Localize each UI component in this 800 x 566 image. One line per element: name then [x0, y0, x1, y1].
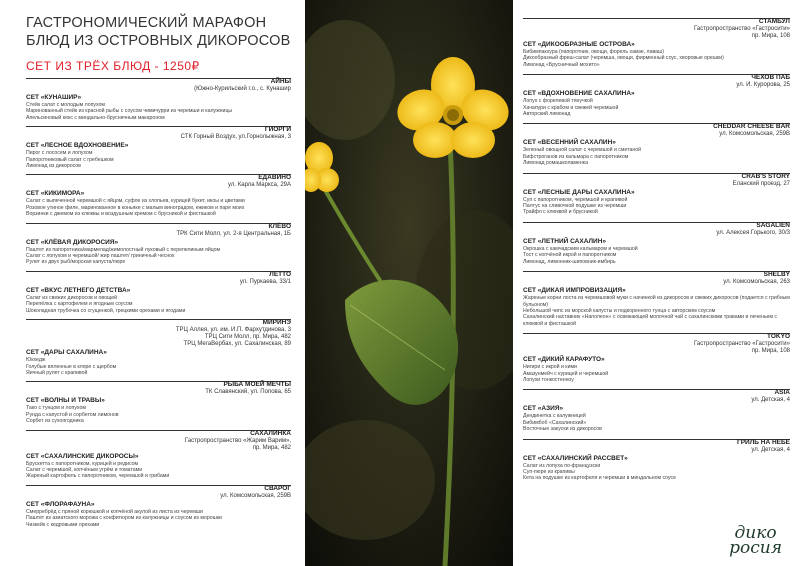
venue-address: ул. Комсомольская, 259В	[220, 492, 291, 499]
dish-item: Перепёлка с картофелем и ягодным соусом	[26, 301, 133, 308]
dish-item: Лимонад, лимонник-шиповник-имбирь	[523, 258, 616, 265]
dish-item: Салат из свежих дикоросов и овощей	[26, 294, 117, 301]
dish-item: Салат с черемшой, копчёным угрём и томатами	[26, 466, 143, 473]
set-name: СЕТ «ВКУС ЛЕТНЕГО ДЕТСТВА»	[26, 286, 131, 294]
set-name: СЕТ «ВДОХНОВЕНИЕ САХАЛИНА»	[523, 90, 635, 98]
venue-block	[26, 319, 291, 376]
venue-block	[26, 381, 291, 424]
venue-name: СВАРОГ	[264, 484, 291, 492]
dish-item: Юкхедж	[26, 357, 46, 364]
dish-item: Бибимбоб «Сахалинский»	[523, 419, 587, 426]
dish-item: Бибимпакхура (папоротник, овощи, форель хамзе, лаваш)	[523, 49, 664, 55]
set-name: СЕТ «ДАРЫ САХАЛИНА»	[26, 349, 107, 357]
dish-item: Восточные закуски из дикоросов	[523, 426, 602, 433]
dish-item: Пирог с лососем и лопухом	[26, 150, 93, 157]
venue-address: Гастропространство «Гастросити»	[694, 341, 790, 348]
dish-item: Салат с лопухом и черемшой/ жир паштет/ гриничный чеснок	[26, 253, 175, 260]
venue-name: CRAB'S STORY	[741, 172, 790, 180]
dish-item: Ворзинки с джемом из клюквы и воздушным кремом с брусникой и фисташкой	[26, 211, 216, 218]
venue-block	[26, 271, 291, 314]
dish-item: Суп с папоротником, черемшой и крапивой	[523, 196, 628, 203]
dish-item: Суп-пюре из крапивы	[523, 468, 575, 475]
set-name: СЕТ «САХАЛИНСКИЙ РАССВЕТ»	[523, 454, 628, 462]
dish-item: Амазунмейч с курицей и черемшой	[523, 370, 609, 377]
dish-item: Яичный рулет с крапивой	[26, 369, 88, 376]
venue-block	[26, 223, 291, 266]
dish-item: Смерребрёд с пряной корюшкой и копчёной акулой из листа из черемши	[26, 508, 203, 515]
venue-address: ул. Комсомольская, 259В	[719, 131, 790, 138]
dish-item: Рулет из двух рыб/морская капуста/пюре	[26, 259, 126, 266]
venue-address: ул. Детская, 4	[751, 446, 790, 453]
venue-address: пр. Мира, 482	[252, 444, 291, 451]
dish-item: Лопухи тонкостенноу	[523, 376, 574, 383]
venue-address: ул. Детская, 4	[751, 397, 790, 404]
venue-address: ул. Пуркаева, 33/1	[239, 278, 291, 285]
venue-block	[26, 78, 291, 121]
dish-item: Хачапури с крабом и свежей черемшой	[523, 104, 619, 111]
dish-item: Тако с тунцом и лопухом	[26, 405, 86, 412]
dish-item: Паштет из азиатского морожа с конфитюром из калужницы и соусом из морошки	[26, 515, 222, 522]
logo-line-1: дико	[734, 523, 777, 543]
dish-item: Небольшой чипс из морской капусты и подкоренного тунца с авторским соусом	[523, 307, 716, 314]
venue-block	[523, 439, 790, 482]
venue-name: ASIA	[774, 389, 790, 397]
venue-address: Гастропространство «Гастросити»	[694, 26, 790, 32]
venue-name: SAGALIEN	[756, 221, 790, 229]
venue-address: ТРЦ Сити Молл, пр. Мира, 482	[204, 334, 291, 341]
dish-item: Шоколадная трубочка со сгущенкой, грецкими орехами и ягодами	[26, 307, 186, 314]
dish-item: Дендинетка с калужницей	[523, 413, 586, 420]
set-name: СЕТ «КУНАШИР»	[26, 94, 82, 101]
venue-name: TOKYO	[767, 333, 790, 341]
dish-item: Жареный картофель с папоротником, черемшой и грибами	[26, 473, 170, 480]
dish-item: Розовое утиное филе, маринованное в коньяке с малым виноградом, ежиком и паре моих	[26, 204, 245, 211]
dish-item: Нигири с икрой и кими	[523, 364, 577, 371]
price-label: СЕТ ИЗ ТРЁХ БЛЮД - 1250₽	[26, 59, 200, 73]
dish-item: Окрошка с камчадским кальмаром и черемшой	[523, 245, 638, 252]
venue-address: пр. Мира, 108	[751, 33, 790, 39]
dikorosiya-logo	[729, 523, 782, 558]
set-name: СЕТ «ДИКООБРАЗНЫЕ ОСТРОВА»	[523, 41, 635, 48]
venue-block	[523, 389, 790, 432]
venue-name: АЙНЫ	[270, 78, 291, 85]
venue-block	[26, 174, 291, 217]
marsh-marigold-image	[305, 0, 513, 566]
set-name: СЕТ «ЛЕСНЫЕ ДАРЫ САХАЛИНА»	[523, 188, 635, 196]
venue-block	[26, 430, 291, 480]
venue-address: (Южно-Курильский г.о., с. Кунашир	[194, 86, 291, 92]
page-title	[26, 14, 291, 50]
venue-block	[523, 271, 790, 327]
venue-block	[26, 485, 291, 528]
venue-address: СТК Горный Воздух, ул.Горнолыжная, 3	[180, 134, 291, 141]
set-name: СЕТ «ЛЕСНОЕ ВДОХНОВЕНИЕ»	[26, 142, 129, 150]
venue-address: ул. Алексея Горького, 30/3	[716, 229, 790, 236]
dish-item: Сахалинский наставник «Наполеон» с освежающей молочной чай с сахалинскими травами и печеньем с клюквой и фисташкой	[523, 314, 778, 327]
venue-name: РЫБА МОЕЙ МЕЧТЫ	[223, 381, 291, 389]
dish-item: Брускетта с папоротником, курицей и редисом	[26, 460, 139, 467]
set-name: СЕТ «КИКИМОРА»	[26, 190, 85, 198]
logo-line-2: росия	[729, 538, 782, 558]
venue-name: САХАЛИНКА	[250, 429, 291, 437]
set-name: СЕТ «ЛЕТНИЙ САХАЛИН»	[523, 237, 607, 245]
venue-address: ул. Карла Маркса, 29А	[228, 182, 291, 189]
dish-item: Сорбет из сухоягодника	[26, 418, 84, 425]
dish-item: Трайфл с клюквой и брусникой	[523, 209, 598, 216]
set-name: СЕТ «АЗИЯ»	[523, 405, 564, 413]
venue-block	[523, 74, 790, 117]
dish-item: Лопух с форелевой тянучкой	[523, 98, 593, 105]
dish-item: Тост с копчёной икрой и папоротником	[523, 252, 617, 259]
dish-item: Стейк салат с молодым лопухом	[26, 102, 106, 108]
set-name: СЕТ «ВОЛНЫ И ТРАВЫ»	[26, 397, 105, 405]
venue-name: СТАМБУЛ	[758, 18, 790, 25]
venue-name: МИРИНЭ	[262, 319, 291, 327]
title-line-2: БЛЮД ИЗ ОСТРОВНЫХ ДИКОРОСОВ	[26, 33, 291, 49]
dish-item: Чизкейк с кедровыми орехами	[26, 521, 100, 528]
dish-item: Лимонад ромашколаменка	[523, 160, 588, 167]
set-name: СЕТ «ДИКАЯ ИМПРОВИЗАЦИЯ»	[523, 287, 626, 295]
venue-name: КЛЁВО	[268, 222, 291, 230]
venue-name: CHEDDAR CHEESE BAR	[713, 123, 790, 131]
dish-item: Салат из лопуха по-французски	[523, 462, 601, 469]
set-name: СЕТ «ФЛОРАФАУНА»	[26, 500, 95, 508]
dish-item: Папоротниковый салат с гребешком	[26, 156, 114, 163]
venue-address: Гастропространство «Жарим Варим»,	[184, 437, 291, 444]
dish-item: Лимонад «Брусничный мохито»	[523, 61, 600, 68]
left-venue-list	[26, 78, 291, 528]
set-name: СЕТ «КЛЁВАЯ ДИКОРОСИЯ»	[26, 238, 119, 246]
venue-address: ул. И. Куророва, 25	[736, 82, 790, 89]
venue-block	[26, 126, 291, 169]
venue-address: ТРЦ МегаВербах, ул. Сахалинская, 89	[183, 341, 291, 348]
dish-item: Бифстроганов из кальмара с папоротником	[523, 153, 629, 160]
dish-item: Кета на подушке из картофеля и черемши в миндальном соусе	[523, 475, 676, 482]
venue-name: ГРИЛЬ НА НЕБЕ	[737, 438, 790, 446]
venue-name: SHELBY	[763, 271, 790, 279]
venue-block	[523, 333, 790, 383]
dish-item: Дикообразный фреш-салат (черемша, овощи, фирменный соус, хворовые орешки)	[523, 55, 724, 62]
title-line-1: ГАСТРОНОМИЧЕСКИЙ МАРАФОН	[26, 15, 267, 31]
venue-address: ТРК Сити Молл, ул. 2-я Центральная, 1Б	[176, 230, 291, 237]
dish-item: Маринованный стейк из красной рыбы с соусом чимичурри из черемши и калужницы	[26, 108, 233, 115]
dish-item: Жареные корни лоста из черемшовой муки с начинкой из дикоросов и свежих дикоросов (подается с грибным бульоном)	[523, 295, 790, 308]
set-name: СЕТ «САХАЛИНСКИЕ ДИКОРОСЫ»	[26, 452, 139, 460]
venue-block	[523, 123, 790, 166]
right-menu-panel	[513, 0, 800, 566]
dish-item: Рунда с капустой и сорбетом лимонов	[26, 411, 119, 418]
set-name: СЕТ «ВЕСЕННИЙ САХАЛИН»	[523, 139, 616, 147]
venue-address: ТК Славянский, ул. Попова, 65	[205, 389, 291, 396]
venue-name: ЛЕТТО	[269, 270, 291, 278]
venue-name: ЧЕХОВ ПАБ	[751, 74, 790, 82]
venue-name: ГИОРГИ	[264, 126, 291, 134]
dish-item: Паштет из папоротника/мармелад/жимолостный луковый с перепелиным яйцом	[26, 246, 221, 253]
venue-address: пр. Мира, 108	[751, 348, 790, 355]
flower-photo	[305, 0, 513, 566]
dish-item: Апельсиновый кекс с миндально-брусничным макароном	[26, 114, 165, 121]
dish-item: Голубые вяленные в кляре с щербом	[26, 363, 117, 370]
left-menu-panel	[0, 0, 305, 566]
dish-item: Салат с выпеченной черемшой с яйцом, суфле из хлопьев, курицей букет, икоы и цветами	[26, 198, 245, 205]
set-name: СЕТ «ДИКИЙ КАРАФУТО»	[523, 356, 605, 364]
dish-item: Авторский лимонад	[523, 111, 571, 118]
dish-item: Палтус на сливочной подушке из черемши	[523, 203, 627, 210]
venue-block	[523, 18, 790, 68]
dish-item: Лимонад из дикоросов	[26, 163, 81, 170]
venue-name: ЕДАВИНО	[258, 174, 291, 182]
venue-block	[523, 173, 790, 216]
venue-address: ул. Комсомольская, 263	[723, 279, 790, 286]
dish-item: Зеленый овощной салат с черемшой и сметаной	[523, 147, 642, 154]
right-venue-list	[523, 18, 790, 482]
venue-address: ТРЦ Аллея, ул. им. И.П. Фархутдинова, 3	[175, 327, 291, 334]
venue-block	[523, 222, 790, 265]
venue-address: Еланский проезд, 27	[732, 180, 790, 187]
